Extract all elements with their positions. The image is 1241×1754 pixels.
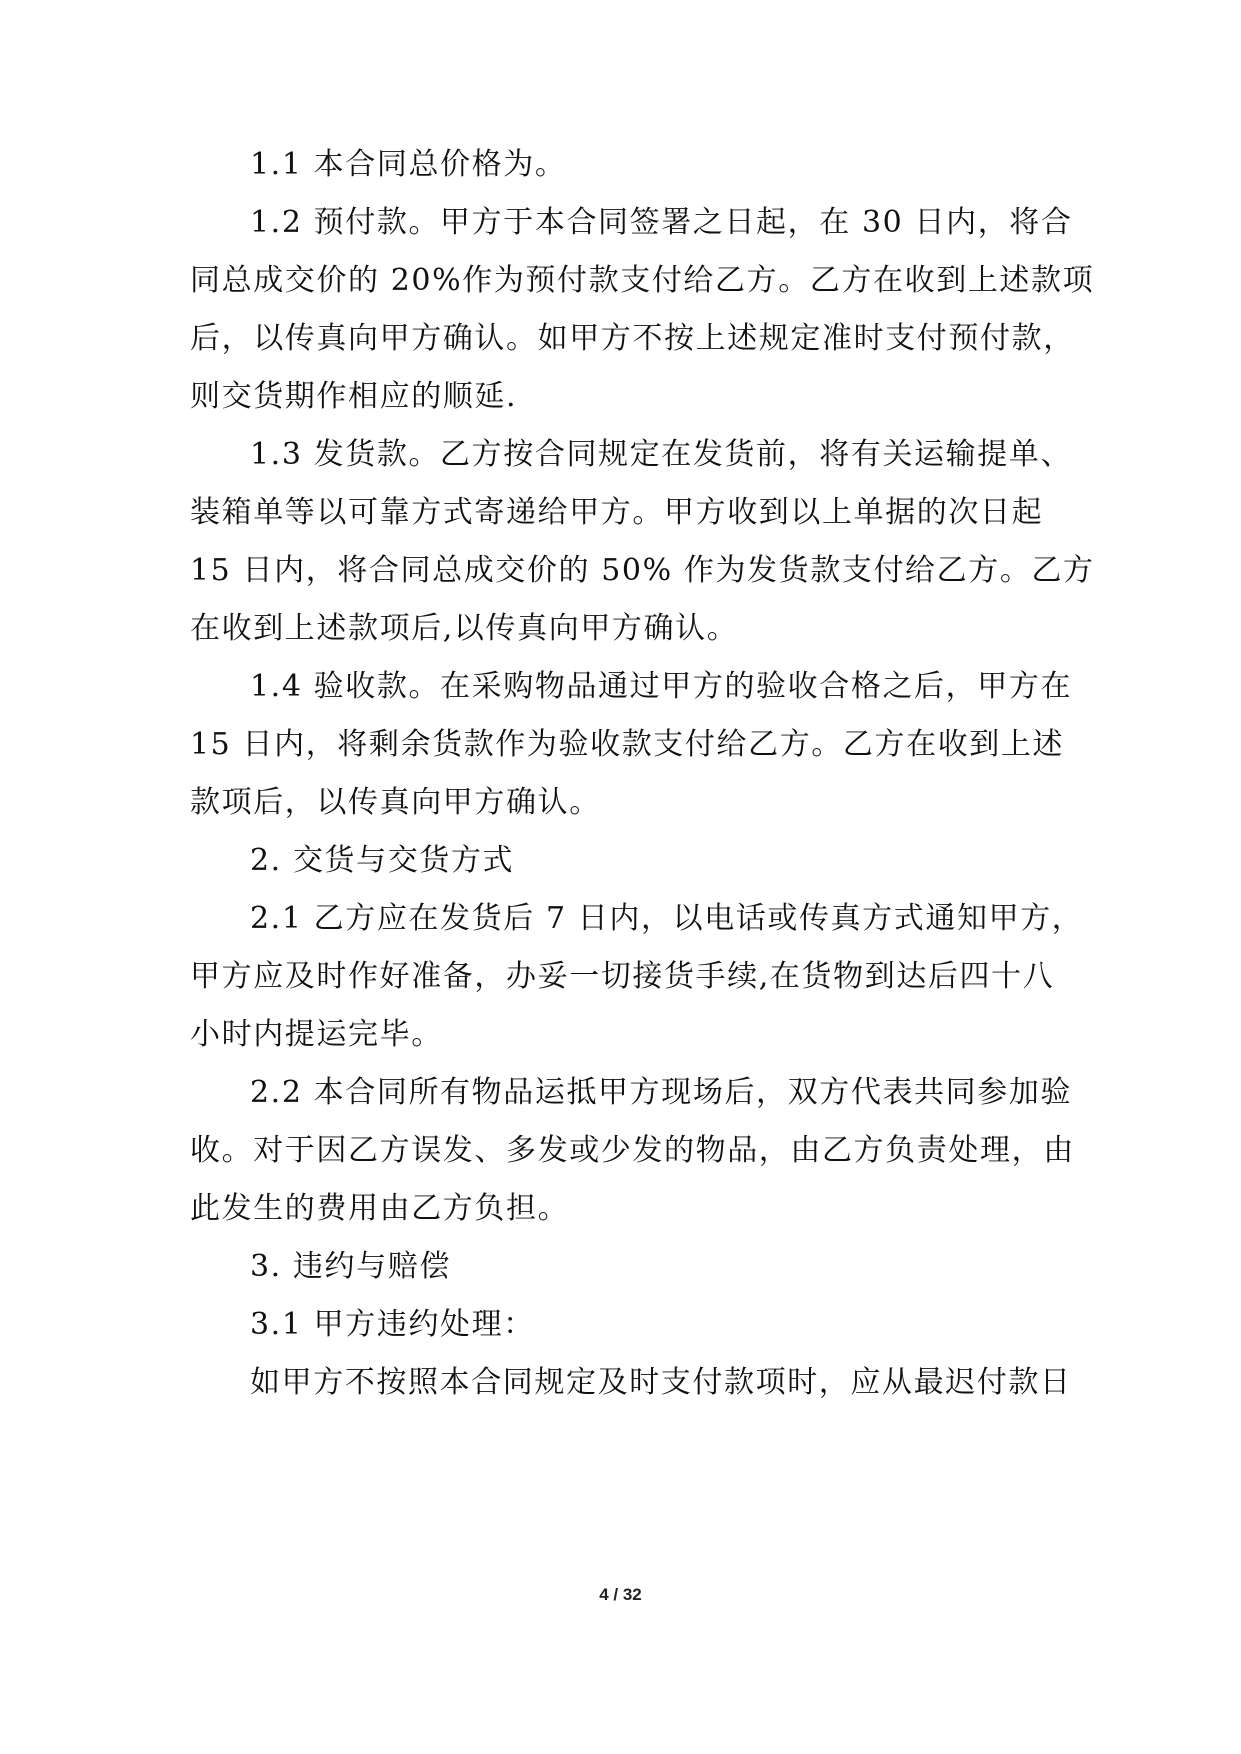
clause-3-1-line: 3.1 甲方违约处理：	[250, 1307, 535, 1342]
section-3-heading: 3. 违约与赔偿	[250, 1249, 451, 1284]
clause-1-1-line: 1.1 本合同总价格为。	[250, 147, 567, 182]
body-text-line: 后，以传真向甲方确认。如甲方不按上述规定准时支付预付款，	[190, 321, 1075, 356]
body-text-line: 则交货期作相应的顺延.	[190, 379, 518, 414]
body-text-line: 小时内提运完毕。	[190, 1017, 443, 1052]
page-number: 4 / 32	[599, 1585, 642, 1604]
clause-1-2-line: 1.2 预付款。甲方于本合同签署之日起，在 30 日内，将合	[250, 205, 1073, 240]
body-text-line: 装箱单等以可靠方式寄递给甲方。甲方收到以上单据的次日起	[190, 495, 1044, 530]
body-text-line: 15 日内，将合同总成交价的 50% 作为发货款支付给乙方。乙方	[190, 553, 1095, 588]
clause-1-3-line: 1.3 发货款。乙方按合同规定在发货前，将有关运输提单、	[250, 437, 1073, 472]
body-text-line: 15 日内，将剩余货款作为验收款支付给乙方。乙方在收到上述	[190, 727, 1065, 762]
body-text-line: 如甲方不按照本合同规定及时支付款项时，应从最迟付款日	[250, 1365, 1072, 1400]
body-text-line: 收。对于因乙方误发、多发或少发的物品，由乙方负责处理，由	[190, 1133, 1075, 1168]
body-text-line: 甲方应及时作好准备，办妥一切接货手续,在货物到达后四十八	[190, 959, 1055, 994]
clause-2-2-line: 2.2 本合同所有物品运抵甲方现场后，双方代表共同参加验	[250, 1075, 1073, 1110]
clause-2-1-line: 2.1 乙方应在发货后 7 日内，以电话或传真方式通知甲方，	[250, 901, 1084, 936]
section-2-heading: 2. 交货与交货方式	[250, 843, 515, 878]
body-text-line: 款项后，以传真向甲方确认。	[190, 785, 601, 820]
body-text-line: 同总成交价的 20%作为预付款支付给乙方。乙方在收到上述款项	[190, 263, 1095, 298]
body-text-line: 此发生的费用由乙方负担。	[190, 1191, 570, 1226]
clause-1-4-line: 1.4 验收款。在采购物品通过甲方的验收合格之后，甲方在	[250, 669, 1073, 704]
body-text-line: 在收到上述款项后,以传真向甲方确认。	[190, 611, 739, 646]
